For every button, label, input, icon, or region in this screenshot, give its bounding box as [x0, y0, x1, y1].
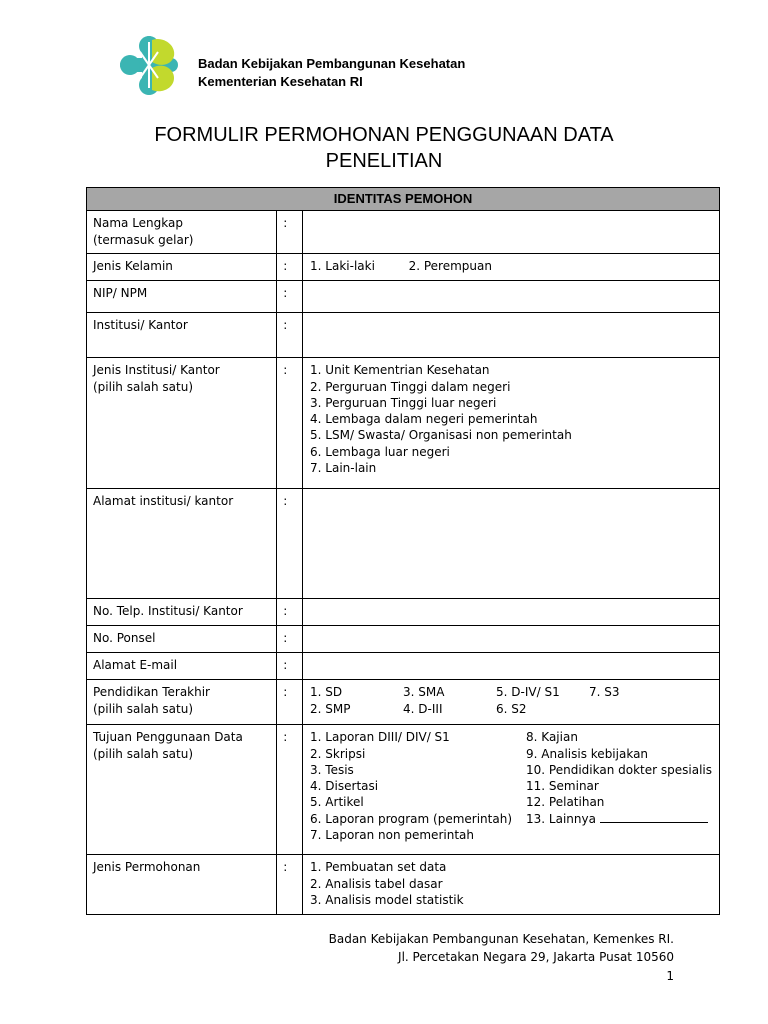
- input-nip[interactable]: [303, 281, 720, 313]
- row-pendidikan: [87, 680, 720, 725]
- option-jenis-institusi[interactable]: 5. LSM/ Swasta/ Organisasi non pemerintah: [310, 428, 572, 443]
- option-tujuan-lainnya[interactable]: [526, 811, 712, 827]
- page-title: [0, 122, 768, 174]
- option-pendidikan[interactable]: 4. D-III: [403, 701, 443, 716]
- option-jenis-institusi[interactable]: 3. Perguruan Tinggi luar negeri: [310, 395, 497, 410]
- label-permohonan: Jenis Permohonan: [87, 855, 277, 915]
- colon: :: [277, 680, 303, 725]
- footer-line-2: Jl. Percetakan Negara 29, Jakarta Pusat 10560: [398, 950, 674, 964]
- row-email: [87, 653, 720, 680]
- title-line-1: FORMULIR PERMOHONAN PENGGUNAAN DATA: [154, 124, 614, 146]
- label-jenis-institusi-text: Jenis Institusi/ Kantor: [93, 363, 220, 378]
- input-ponsel[interactable]: [303, 626, 720, 653]
- lainnya-blank-line[interactable]: [600, 811, 708, 823]
- option-permohonan[interactable]: 2. Analisis tabel dasar: [310, 876, 443, 891]
- option-tujuan[interactable]: 11. Seminar: [526, 779, 599, 794]
- org-line-1: Badan Kebijakan Pembangunan Kesehatan: [198, 56, 466, 71]
- input-email[interactable]: [303, 653, 720, 680]
- kemenkes-logo-icon: [118, 34, 180, 96]
- application-form: [86, 187, 720, 915]
- colon: :: [277, 358, 303, 489]
- row-nip: [87, 281, 720, 313]
- row-jenis-kelamin: [87, 254, 720, 281]
- label-nip: NIP/ NPM: [87, 281, 277, 313]
- colon: :: [277, 281, 303, 313]
- page-number: 1: [666, 969, 674, 983]
- option-pendidikan[interactable]: 5. D-IV/ S1: [496, 685, 560, 700]
- colon: :: [277, 211, 303, 254]
- section-header: IDENTITAS PEMOHON: [87, 188, 720, 211]
- options-tujuan-right: [526, 729, 712, 843]
- input-telp[interactable]: [303, 599, 720, 626]
- option-pendidikan[interactable]: 2. SMP: [310, 701, 351, 716]
- label-jenis-institusi-note: (pilih salah satu): [93, 379, 194, 394]
- label-nama: [87, 211, 277, 254]
- option-jenis-institusi[interactable]: 1. Unit Kementrian Kesehatan: [310, 363, 490, 378]
- label-alamat: Alamat institusi/ kantor: [87, 489, 277, 599]
- options-pendidikan: [303, 680, 720, 725]
- options-tujuan: [303, 725, 720, 855]
- label-pendidikan-text: Pendidikan Terakhir: [93, 685, 210, 700]
- option-tujuan[interactable]: 9. Analisis kebijakan: [526, 746, 649, 761]
- org-line-2: Kementerian Kesehatan RI: [198, 74, 363, 89]
- option-pendidikan[interactable]: 3. SMA: [403, 685, 445, 700]
- label-email: Alamat E-mail: [87, 653, 277, 680]
- label-ponsel: No. Ponsel: [87, 626, 277, 653]
- option-tujuan[interactable]: 6. Laporan program (pemerintah): [310, 811, 513, 826]
- colon: :: [277, 725, 303, 855]
- label-telp: No. Telp. Institusi/ Kantor: [87, 599, 277, 626]
- option-tujuan[interactable]: 12. Pelatihan: [526, 795, 605, 810]
- input-institusi[interactable]: [303, 313, 720, 358]
- colon: :: [277, 489, 303, 599]
- option-jenis-institusi[interactable]: 4. Lembaga dalam negeri pemerintah: [310, 412, 538, 427]
- colon: :: [277, 653, 303, 680]
- option-tujuan[interactable]: 3. Tesis: [310, 762, 354, 777]
- row-jenis-institusi: [87, 358, 720, 489]
- options-jenis-kelamin: [303, 254, 720, 281]
- label-pendidikan: [87, 680, 277, 725]
- label-institusi: Institusi/ Kantor: [87, 313, 277, 358]
- options-tujuan-left: [310, 729, 526, 843]
- colon: :: [277, 855, 303, 915]
- options-permohonan: [303, 855, 720, 915]
- label-nama-note: (termasuk gelar): [93, 232, 194, 247]
- organization-name: [198, 55, 465, 91]
- label-tujuan-note: (pilih salah satu): [93, 746, 194, 761]
- option-pendidikan[interactable]: 1. SD: [310, 685, 343, 700]
- option-tujuan[interactable]: 4. Disertasi: [310, 779, 379, 794]
- option-jenis-institusi[interactable]: 6. Lembaga luar negeri: [310, 444, 450, 459]
- option-perempuan[interactable]: 2. Perempuan: [408, 259, 492, 274]
- option-tujuan[interactable]: 10. Pendidikan dokter spesialis: [526, 762, 712, 777]
- section-header-row: [87, 188, 720, 211]
- row-telp: [87, 599, 720, 626]
- option-tujuan[interactable]: 1. Laporan DIII/ DIV/ S1: [310, 730, 450, 745]
- option-jenis-institusi[interactable]: 2. Perguruan Tinggi dalam negeri: [310, 379, 511, 394]
- option-tujuan[interactable]: 7. Laporan non pemerintah: [310, 828, 474, 843]
- colon: :: [277, 313, 303, 358]
- label-tujuan-text: Tujuan Penggunaan Data: [93, 730, 243, 745]
- label-tujuan: [87, 725, 277, 855]
- options-jenis-institusi: [303, 358, 720, 489]
- label-nama-text: Nama Lengkap: [93, 216, 183, 231]
- row-alamat: [87, 489, 720, 599]
- row-permohonan: [87, 855, 720, 915]
- option-pendidikan-empty: [589, 701, 649, 717]
- title-line-2: PENELITIAN: [325, 150, 443, 172]
- row-institusi: [87, 313, 720, 358]
- label-pendidikan-note: (pilih salah satu): [93, 701, 194, 716]
- option-tujuan[interactable]: 8. Kajian: [526, 730, 578, 745]
- option-pendidikan[interactable]: 6. S2: [496, 701, 527, 716]
- option-tujuan-lainnya-label: 13. Lainnya: [526, 811, 596, 826]
- colon: :: [277, 254, 303, 281]
- option-permohonan[interactable]: 3. Analisis model statistik: [310, 892, 464, 907]
- option-jenis-institusi[interactable]: 7. Lain-lain: [310, 461, 377, 476]
- input-nama[interactable]: [303, 211, 720, 254]
- label-jenis-kelamin: Jenis Kelamin: [87, 254, 277, 281]
- colon: :: [277, 599, 303, 626]
- row-tujuan: [87, 725, 720, 855]
- option-permohonan[interactable]: 1. Pembuatan set data: [310, 860, 447, 875]
- colon: :: [277, 626, 303, 653]
- input-alamat[interactable]: [303, 489, 720, 599]
- option-pendidikan[interactable]: 7. S3: [589, 685, 620, 700]
- row-nama: [87, 211, 720, 254]
- footer-line-1: Badan Kebijakan Pembangunan Kesehatan, Kemenkes RI.: [328, 932, 674, 946]
- option-laki-laki[interactable]: 1. Laki-laki: [310, 259, 375, 274]
- row-ponsel: [87, 626, 720, 653]
- option-tujuan[interactable]: 2. Skripsi: [310, 746, 366, 761]
- option-tujuan[interactable]: 5. Artikel: [310, 795, 364, 810]
- label-jenis-institusi: [87, 358, 277, 489]
